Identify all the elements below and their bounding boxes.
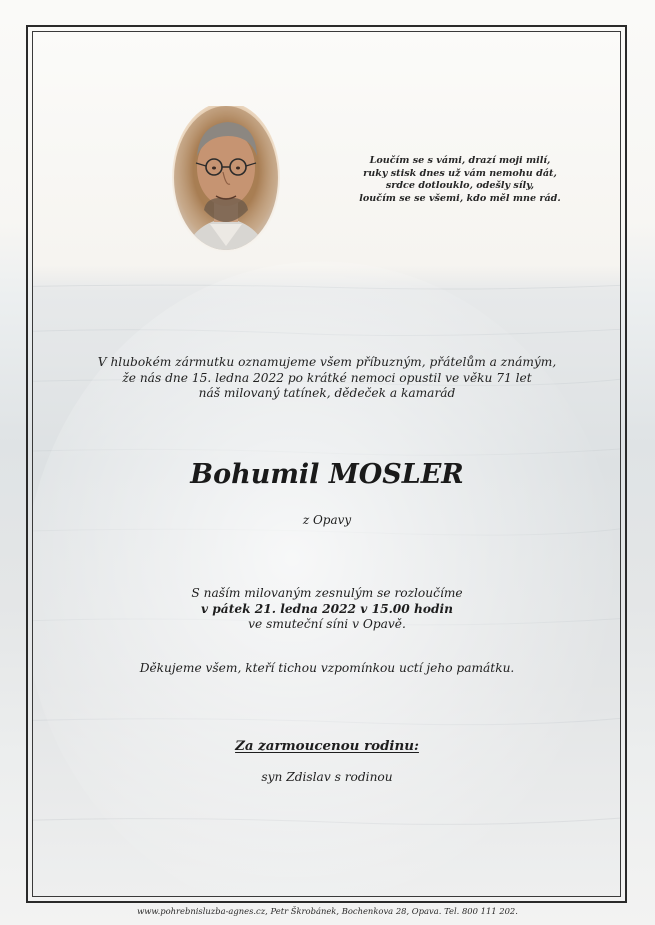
family-heading-text: Za zarmoucenou rodinu: [235, 738, 419, 754]
ceremony-details [60, 586, 594, 633]
verse-line: ruky stisk dnes už vám nemohu dát, [363, 167, 557, 179]
ceremony-line: S naším milovaným zesnulým se rozloučíme [191, 586, 463, 600]
farewell-verse [355, 155, 565, 205]
death-announcement [60, 355, 594, 402]
announcement-line: náš milovaný tatínek, dědeček a kamarád [198, 386, 456, 400]
thanks-text: Děkujeme všem, kteří tichou vzpomínkou uctí jeho památku. [139, 661, 515, 675]
funeral-service-footer: www.pohrebnisluzba-agnes.cz, Petr Škrobánek, Bochenkova 28, Opava. Tel. 800 111 202. [137, 906, 518, 916]
deceased-name: Bohumil MOSLER [190, 459, 464, 490]
family-heading [60, 738, 594, 755]
verse-line: Loučím se s vámi, drazí moji milí, [369, 155, 551, 166]
ceremony-place: ve smuteční síni v Opavě. [248, 617, 406, 631]
verse-line: loučím se se všemi, kdo měl mne rád. [359, 192, 561, 204]
announcement-line: že nás dne 15. ledna 2022 po krátké nemoci opustil ve věku 71 let [122, 370, 532, 385]
announcement-line: V hlubokém zármutku oznamujeme všem příbuzným, přátelům a známým, [97, 355, 557, 369]
ceremony-date-time: v pátek 21. ledna 2022 v 15.00 hodin [200, 601, 454, 616]
deceased-origin: z Opavy [302, 513, 352, 527]
portrait-photo [170, 106, 282, 258]
verse-line: srdce dotlouklo, odešly síly, [385, 180, 535, 191]
family-members: syn Zdislav s rodinou [261, 770, 393, 784]
